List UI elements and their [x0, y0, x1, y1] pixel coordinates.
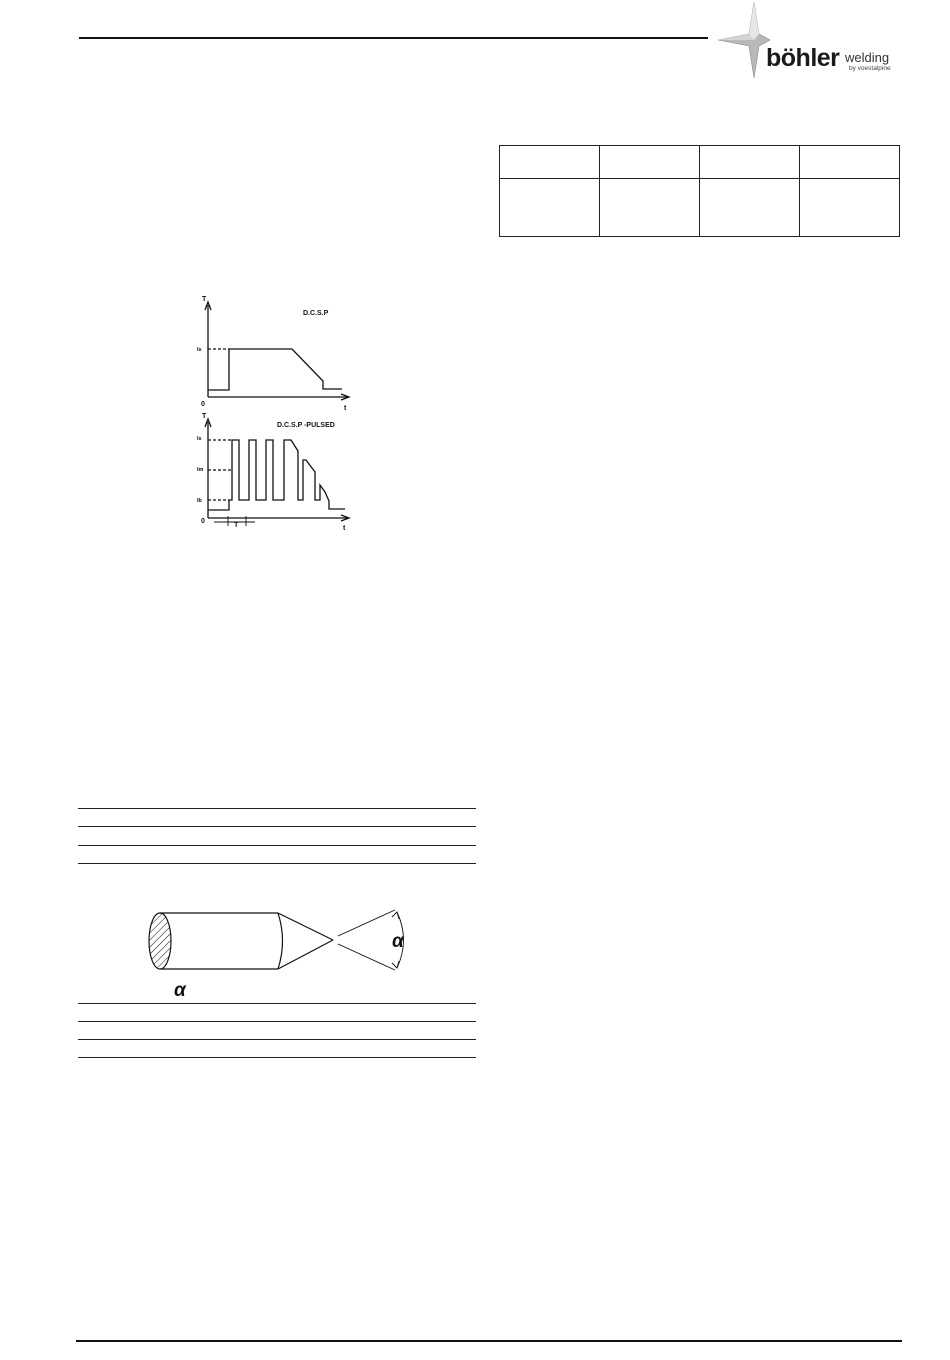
- taper-bottom: [278, 940, 333, 969]
- period-label: T: [234, 522, 239, 529]
- table-rule: [78, 826, 476, 827]
- current-waveform-diagram: [195, 290, 365, 535]
- top-origin-label: 0: [201, 401, 205, 408]
- taper-start-curve: [278, 913, 283, 969]
- top-x-label: t: [344, 405, 347, 412]
- star-emblem-icon: [712, 0, 772, 82]
- electrode-end-face: [149, 913, 171, 969]
- bottom-x-label: t: [343, 525, 346, 532]
- table-cell: [700, 146, 800, 179]
- table-rule: [78, 1039, 476, 1040]
- im-label: Im: [197, 467, 204, 473]
- table-rule: [78, 1003, 476, 1004]
- table-row: [500, 179, 900, 237]
- top-waveform: [208, 349, 342, 390]
- table-cell: [700, 179, 800, 237]
- table-cell: [800, 179, 900, 237]
- top-title: D.C.S.P: [303, 310, 329, 317]
- table-cell: [500, 179, 600, 237]
- table-rule: [78, 863, 476, 864]
- angle-line-top: [338, 910, 395, 936]
- bottom-origin-label: 0: [201, 518, 205, 525]
- table-rule: [78, 1021, 476, 1022]
- ib-label: Ib: [197, 498, 202, 504]
- is-label: Is: [197, 436, 202, 442]
- table-rule: [78, 845, 476, 846]
- table-row: [500, 146, 900, 179]
- electrode-tip-diagram: [140, 900, 430, 980]
- table-rule: [78, 808, 476, 809]
- top-y-label: T: [202, 296, 207, 303]
- table-cell: [500, 146, 600, 179]
- top-level-label: Is: [197, 347, 202, 353]
- footer-rule: [76, 1340, 902, 1342]
- table-rule: [78, 1057, 476, 1058]
- angle-caption: α: [174, 980, 186, 1001]
- angle-line-bottom: [338, 944, 395, 970]
- table-cell: [600, 179, 700, 237]
- brand-name: böhler: [766, 44, 840, 72]
- brand-tagline: by voestalpine: [849, 65, 891, 72]
- taper-top: [278, 913, 333, 940]
- angle-symbol: α: [392, 931, 404, 952]
- table-cell: [800, 146, 900, 179]
- bottom-title: D.C.S.P -PULSED: [277, 422, 335, 429]
- spec-table: [499, 145, 900, 237]
- table-cell: [600, 146, 700, 179]
- header-rule: [79, 37, 708, 39]
- brand-suffix: welding: [845, 50, 890, 65]
- bottom-y-label: T: [202, 413, 207, 420]
